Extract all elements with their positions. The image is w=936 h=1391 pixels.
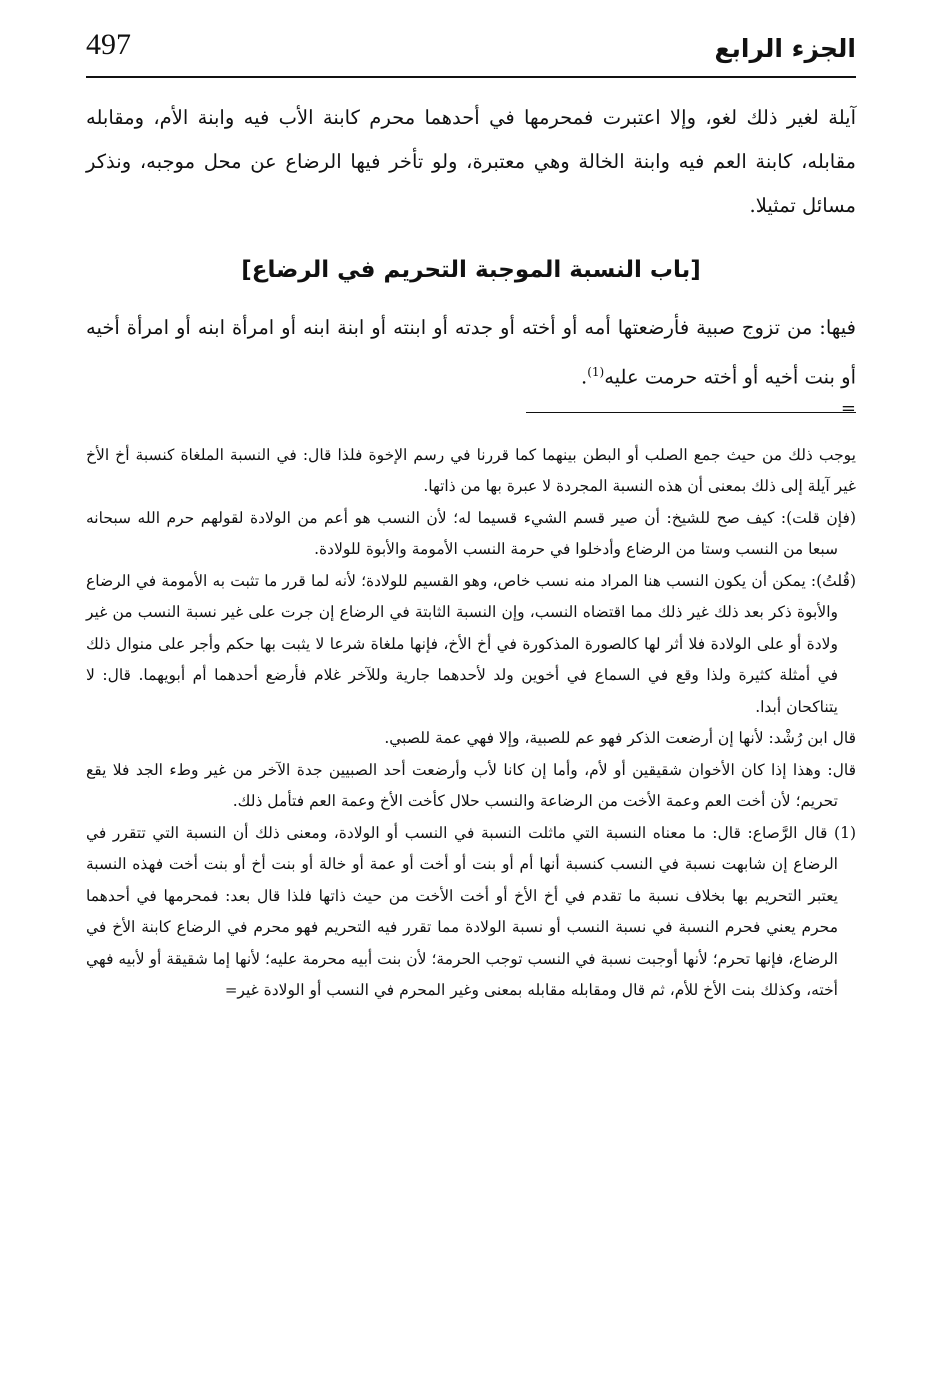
running-title: الجزء الرابع [714, 34, 856, 63]
footnote-answer: (قُلتُ): يمكن أن يكون النسب هنا المراد منه نسب خاص، وهو القسيم للولادة؛ لأنه لما قرر ما تثبت به الأمومة في الرضاع والأبوة ذكر بعد ذلك غير ذلك مما اقتضاه النسب، وإن النسبة الثابتة في الرضاع إن جرت على غير نسبة النسب من غير ولادة أو على الولادة فلا أثر لها كالصورة المذكورة في أخ الأخ، فإنها ملغاة شرعا لا يثبت بها حكم وأجر على منوال ذلك في أمثلة كثيرة ولذا وقع في السماع في أخوين ولد لأحدهما جارية وللآخر غلام فأرضع أحدهما أم أبويهما. قال: لا يتناكحان أبدا. [86, 571, 856, 716]
paragraph-fiha [86, 306, 856, 400]
paragraph-fiha-text: فيها: من تزوج صبية فأرضعتها أمه أو أخته أو جدته أو ابنته أو ابنة ابنه أو امرأة ابنه أو امرأة أخيه أو بنت أخيه أو أخته حرمت عليه [86, 316, 856, 389]
footnote-1-text: (1) قال الرَّصاع: قال: ما معناه النسبة التي ماثلت النسبة في النسب أو الولادة، ومعنى ذلك أن النسبة التي تتقرر في الرضاع إن شابهت نسبة في النسب كنسبة أنها أم أو بنت أو أخت أو عمة أو خالة أو بنت أخ أو بنت أخت فهذه النسبة يعتبر التحريم بها بخلاف نسبة ما تقدم في أخ الأخ أو أخت الأخت من حيث ذاتها فلذا قال بعد: فمحرمها في أحدهما محرم يعني فحرم النسبة في نسبة النسب أو نسبة الولادة مما تقرر فيه التحريم فهو محرم في الرضاع كابنة الأخ في الرضاع، فإنها تحرم؛ لأنها أوجبت نسبة في النسب توجب الحرمة؛ لأن بنت أبيه محرمة عليه؛ لأنها إما شقيقة أو لأبيه فهي أخته، وكذلك بنت الأخ للأم، ثم قال ومقابله مقابله بمعنى وغير المحرم في النسب أو الولادة غير [86, 823, 856, 999]
paragraph-continuation: آيلة لغير ذلك لغو، وإلا اعتبرت فمحرمها في أحدهما محرم كابنة الأب فيه وابنة الأم، ومقابله مقابله، كابنة العم فيه وابنة الخالة وهي معتبرة، ولو تأخر فيها الرضاع عن محل موجبه، ونذكر مسائل تمثيلا. [86, 106, 856, 217]
page-header [86, 28, 856, 78]
footnote-separator [86, 397, 856, 420]
separator-equals-mark: = [840, 397, 856, 419]
page-number: 497 [86, 28, 131, 61]
footnotes [86, 440, 856, 1007]
paragraph-fiha-end: . [581, 365, 588, 389]
footnote-ibn-rushd: قال ابن رُشْد: لأنها إن أرضعت الذكر فهو عم للصبية، وإلا فهي عمة للصبي. [384, 729, 856, 747]
footnote-continuation: يوجب ذلك من حيث جمع الصلب أو البطن بينهما كما قررنا في رسم الإخوة فلذا قال: في النسبة الملغاة كنسبة أخ الأخ غير آيلة إلى ذلك بمعنى أن هذه النسبة المجردة لا عبرة بها من ذاتها. [86, 445, 856, 495]
footnote-qala: قال: وهذا إذا كان الأخوان شقيقين أو لأم، وأما إن كانا لأب وأرضعت أحد الصبيين جدة الآخر من غير وطء الجد فلا يقع تحريم؛ لأن أخت العم وعمة الأخت من الرضاعة والنسب حلال كأخت الأخ وعمة العم فتأمل ذلك. [86, 760, 856, 810]
footnote-1-continuation-mark: = [224, 981, 238, 999]
book-page [86, 28, 856, 1368]
footnote-1 [86, 818, 856, 1007]
footnote-question: (فإن قلت): كيف صح للشيخ: أن صير قسم الشيء قسيما له؛ لأن النسب هو أعم من الولادة لقولهم حرم الله سبحانه سبعا من النسب وستا من الرضاع وأدخلوا في حرمة النسب الأمومة والأبوة للولادة. [86, 508, 856, 558]
main-text [86, 96, 856, 400]
separator-line [526, 412, 856, 413]
footnote-marker: (1) [587, 365, 605, 379]
chapter-title: [باب النسبة الموجبة التحريم في الرضاع] [241, 257, 701, 283]
